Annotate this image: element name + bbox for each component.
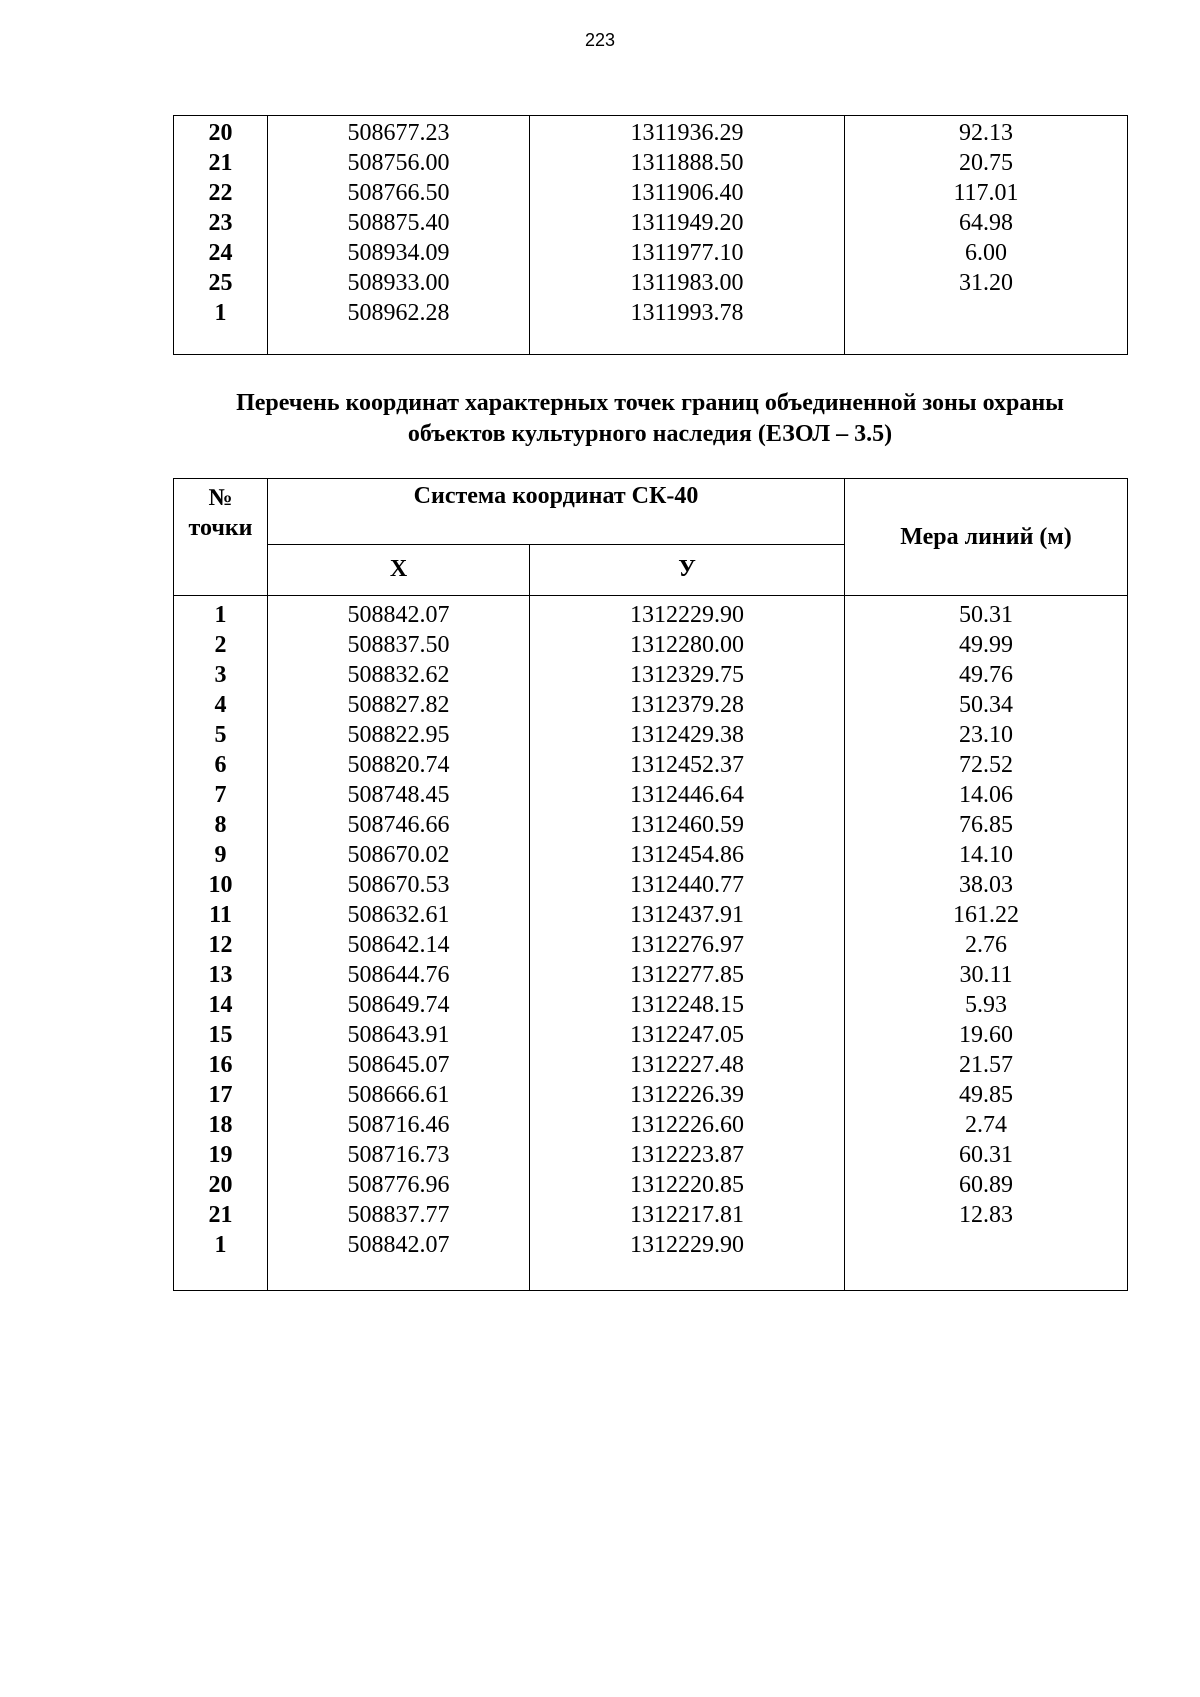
x-coordinate: 508716.73 (347, 1142, 450, 1168)
page-number: 223 (584, 30, 616, 50)
y-coordinate: 1312226.39 (630, 1082, 744, 1108)
point-number: 5 (214, 722, 227, 748)
line-length: 6.00 (965, 240, 1007, 266)
coordinates-table (173, 478, 1128, 1291)
y-coordinate: 1312460.59 (630, 812, 744, 838)
point-number: 20 (208, 120, 233, 146)
line-length: 49.85 (959, 1082, 1014, 1108)
point-number: 22 (208, 180, 233, 206)
x-coordinate: 508643.91 (347, 1022, 450, 1048)
point-number: 19 (208, 1142, 233, 1168)
point-number: 6 (214, 752, 227, 778)
x-coordinate: 508832.62 (347, 662, 450, 688)
x-coordinate: 508842.07 (347, 1232, 450, 1258)
line-length: 2.76 (965, 932, 1008, 958)
line-length: 14.10 (959, 842, 1014, 868)
point-number: 24 (208, 240, 233, 266)
line-length (845, 298, 1127, 328)
y-coordinate: 1312277.85 (630, 962, 744, 988)
point-number-header-line-2: точки (188, 515, 253, 541)
x-coordinate: 508837.77 (347, 1202, 450, 1228)
point-number: 21 (208, 1202, 233, 1228)
x-coordinate: 508746.66 (347, 812, 450, 838)
point-number: 17 (208, 1082, 233, 1108)
y-coordinate: 1312229.90 (630, 1232, 744, 1258)
y-coordinate: 1312429.38 (630, 722, 744, 748)
y-coordinate: 1311906.40 (630, 180, 744, 206)
line-length (845, 1230, 1127, 1260)
x-coordinate: 508934.09 (347, 240, 450, 266)
point-number-header (174, 479, 268, 596)
point-number: 12 (208, 932, 233, 958)
y-coordinate: 1311936.29 (630, 120, 744, 146)
line-length: 117.01 (953, 180, 1019, 206)
y-coordinate: 1312276.97 (630, 932, 744, 958)
x-coordinate: 508670.02 (347, 842, 450, 868)
continuation-table (173, 115, 1128, 355)
x-coordinate: 508666.61 (347, 1082, 450, 1108)
line-length: 49.76 (959, 662, 1014, 688)
x-coordinate: 508842.07 (347, 602, 450, 628)
point-number: 2 (214, 632, 227, 658)
x-coordinate: 508642.14 (347, 932, 450, 958)
point-number: 7 (214, 782, 227, 808)
line-length: 14.06 (959, 782, 1014, 808)
point-number: 4 (214, 692, 227, 718)
line-length: 161.22 (953, 902, 1020, 928)
distance-column (845, 116, 1128, 355)
line-length: 31.20 (959, 270, 1013, 296)
line-length: 30.11 (959, 962, 1013, 988)
y-coordinate: 1312247.05 (630, 1022, 744, 1048)
line-length: 12.83 (959, 1202, 1014, 1228)
x-header: X (268, 544, 530, 595)
y-coordinate: 1312440.77 (630, 872, 744, 898)
y-coordinate: 1312248.15 (630, 992, 744, 1018)
x-coordinate: 508766.50 (347, 180, 450, 206)
point-number: 9 (214, 842, 227, 868)
x-coordinate: 508756.00 (347, 150, 450, 176)
y-column (530, 116, 845, 355)
x-coordinate: 508875.40 (347, 210, 450, 236)
y-coordinate: 1312226.60 (630, 1112, 744, 1138)
line-length: 38.03 (959, 872, 1014, 898)
point-number-header-line-1: № (208, 485, 233, 511)
line-length: 76.85 (959, 812, 1014, 838)
x-coordinate: 508822.95 (347, 722, 450, 748)
y-coordinate: 1311993.78 (630, 300, 744, 326)
x-coordinate: 508748.45 (347, 782, 450, 808)
point-number: 10 (208, 872, 233, 898)
x-column (268, 116, 530, 355)
coordinate-system-header: Система координат СК-40 (268, 479, 845, 545)
line-length: 92.13 (959, 120, 1013, 146)
line-length: 60.89 (959, 1172, 1014, 1198)
x-coordinate: 508677.23 (347, 120, 450, 146)
line-measure-header: Мера линий (м) (845, 479, 1128, 596)
y-coordinate: 1312329.75 (630, 662, 744, 688)
x-coordinate: 508776.96 (347, 1172, 450, 1198)
y-coordinate: 1312452.37 (630, 752, 744, 778)
y-coordinate: 1311977.10 (630, 240, 744, 266)
y-coordinate: 1312220.85 (630, 1172, 744, 1198)
x-coordinate: 508649.74 (347, 992, 450, 1018)
y-coordinate: 1312223.87 (630, 1142, 744, 1168)
coordinates-body-row (174, 596, 1128, 1291)
x-coordinate: 508670.53 (347, 872, 450, 898)
x-coordinate: 508827.82 (347, 692, 450, 718)
point-number-column (174, 596, 268, 1291)
point-number: 16 (208, 1052, 233, 1078)
y-coordinate: 1312217.81 (630, 1202, 744, 1228)
y-coordinate: 1312437.91 (630, 902, 744, 928)
y-coordinate: 1312379.28 (630, 692, 744, 718)
x-coordinate: 508716.46 (347, 1112, 450, 1138)
line-length: 2.74 (965, 1112, 1008, 1138)
y-coordinate: 1312227.48 (630, 1052, 744, 1078)
point-number: 23 (208, 210, 233, 236)
y-coordinate: 1312280.00 (630, 632, 744, 658)
point-number: 14 (208, 992, 233, 1018)
line-length: 49.99 (959, 632, 1014, 658)
point-number: 8 (214, 812, 227, 838)
y-coordinate: 1312229.90 (630, 602, 744, 628)
line-length: 50.34 (959, 692, 1014, 718)
point-number: 13 (208, 962, 233, 988)
x-coordinate: 508644.76 (347, 962, 450, 988)
x-coordinate: 508645.07 (347, 1052, 450, 1078)
line-length: 60.31 (959, 1142, 1014, 1168)
line-length: 64.98 (959, 210, 1013, 236)
line-length: 20.75 (959, 150, 1013, 176)
point-number: 15 (208, 1022, 233, 1048)
line-length: 50.31 (959, 602, 1014, 628)
section-title-line-2: объектов культурного наследия (ЕЗОЛ – 3.5) (407, 421, 893, 447)
point-number: 11 (209, 902, 232, 928)
line-length: 23.10 (959, 722, 1014, 748)
line-length: 5.93 (965, 992, 1008, 1018)
distance-column (845, 596, 1128, 1291)
point-number: 20 (208, 1172, 233, 1198)
y-coordinate: 1312446.64 (630, 782, 744, 808)
x-coordinate: 508962.28 (347, 300, 450, 326)
y-coordinate: 1311949.20 (630, 210, 744, 236)
point-number: 3 (214, 662, 227, 688)
point-number: 21 (208, 150, 233, 176)
x-coordinate: 508632.61 (347, 902, 450, 928)
point-number: 1 (214, 1232, 227, 1258)
line-length: 72.52 (959, 752, 1014, 778)
continuation-body-row (174, 116, 1128, 355)
y-coordinate: 1312454.86 (630, 842, 744, 868)
point-number: 18 (208, 1112, 233, 1138)
y-coordinate: 1311888.50 (630, 150, 744, 176)
section-title-line-1: Перечень координат характерных точек границ объединенной зоны охраны (236, 390, 1064, 416)
point-number: 1 (214, 300, 227, 326)
y-coordinate: 1311983.00 (630, 270, 744, 296)
line-length: 21.57 (959, 1052, 1014, 1078)
line-length: 19.60 (959, 1022, 1014, 1048)
x-coordinate: 508933.00 (347, 270, 450, 296)
point-number: 25 (208, 270, 233, 296)
x-column (268, 596, 530, 1291)
x-coordinate: 508837.50 (347, 632, 450, 658)
y-header: У (530, 544, 845, 595)
point-number: 1 (214, 602, 227, 628)
point-number-column (174, 116, 268, 355)
y-column (530, 596, 845, 1291)
header-row-1 (174, 479, 1128, 545)
section-title (173, 388, 1127, 450)
x-coordinate: 508820.74 (347, 752, 450, 778)
